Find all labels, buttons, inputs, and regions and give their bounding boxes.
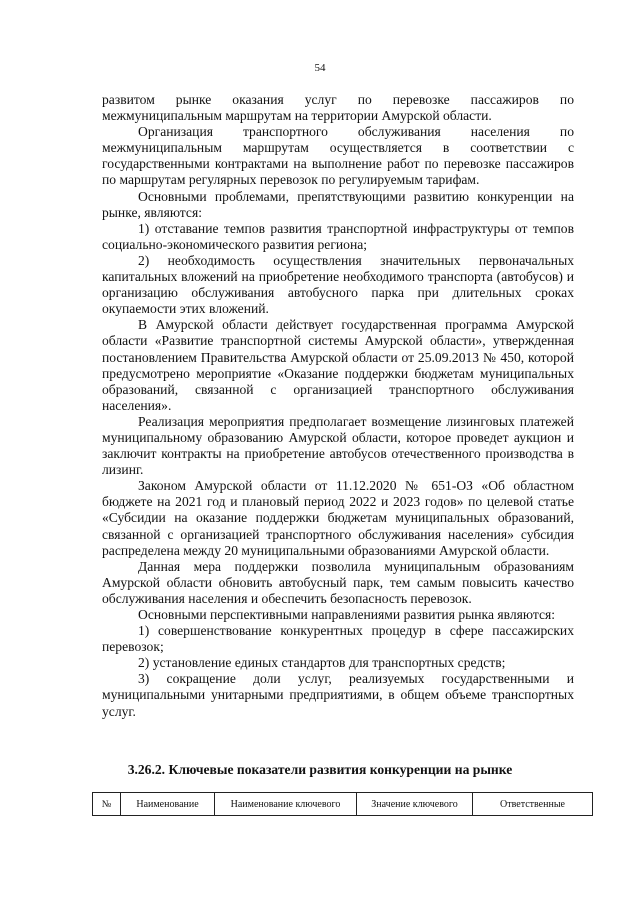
page-number: 54	[314, 62, 326, 74]
paragraph: развитом рынке оказания услуг по перевозке пассажиров по межмуниципальным маршрутам на территории Амурской области.	[102, 92, 574, 124]
table-header-cell: Наименование ключевого	[215, 793, 357, 816]
section-heading: 3.26.2. Ключевые показатели развития конкуренции на рынке	[127, 762, 513, 777]
table-header-row	[93, 793, 593, 816]
key-indicators-table	[92, 792, 593, 816]
paragraph: Реализация мероприятия предполагает возмещение лизинговых платежей муниципальному образованию Амурской области, которое проведет аукцион и заключит контракты на приобретение автобусов отечественного производства в лизинг.	[102, 413, 574, 478]
paragraph: Законом Амурской области от 11.12.2020 № 651-ОЗ «Об областном бюджете на 2021 год и плановый период 2022 и 2023 годов» по целевой статье «Субсидии на оказание поддержки бюджетам муниципальных образований, связанной с организацией транспортного обслуживания населения» субсидия распределена между 20 муниципальными образованиями Амурской области.	[102, 478, 574, 558]
list-item: 2) необходимость осуществления значительных первоначальных капитальных вложений на приобретение необходимого транспорта (автобусов) и организацию обслуживания автобусного парка при длительных сроках окупаемости этих вложений.	[102, 252, 574, 317]
table-header-cell: Ответственные	[473, 793, 593, 816]
paragraph: Основными проблемами, препятствующими развитию конкуренции на рынке, являются:	[102, 188, 574, 220]
table-header-cell: №	[93, 793, 121, 816]
table-header-cell: Наименование	[121, 793, 215, 816]
table-header-cell: Значение ключевого	[357, 793, 473, 816]
paragraph: Организация транспортного обслуживания населения по межмуниципальным маршрутам осуществляется в соответствии с государственными контрактами на выполнение работ по перевозке пассажиров по маршрутам регулярных перевозок по регулируемым тарифам.	[102, 124, 574, 188]
document-body	[102, 92, 574, 720]
list-item: 2) установление единых стандартов для транспортных средств;	[138, 655, 506, 671]
paragraph: Основными перспективными направлениями развития рынка являются:	[138, 607, 556, 622]
paragraph: Данная мера поддержки позволила муниципальным образованиям Амурской области обновить автобусный парк, тем самым повысить качество обслуживания населения и обеспечить безопасность перевозок.	[102, 558, 574, 606]
paragraph: В Амурской области действует государственная программа Амурской области «Развитие транспортной системы Амурской области», утвержденная постановлением Правительства Амурской области от 25.09.2013 № 450, которой предусмотрено мероприятие «Оказание поддержки бюджетам муниципальных образований, связанной с организацией транспортного обслуживания населения».	[102, 317, 574, 413]
list-item: 1) отставание темпов развития транспортной инфраструктуры от темпов социально-экономического развития региона;	[102, 220, 574, 252]
list-item: 3) сокращение доли услуг, реализуемых государственными и муниципальными унитарными предприятиями, в общем объеме транспортных услуг.	[102, 671, 574, 719]
list-item: 1) совершенствование конкурентных процедур в сфере пассажирских перевозок;	[102, 623, 574, 655]
